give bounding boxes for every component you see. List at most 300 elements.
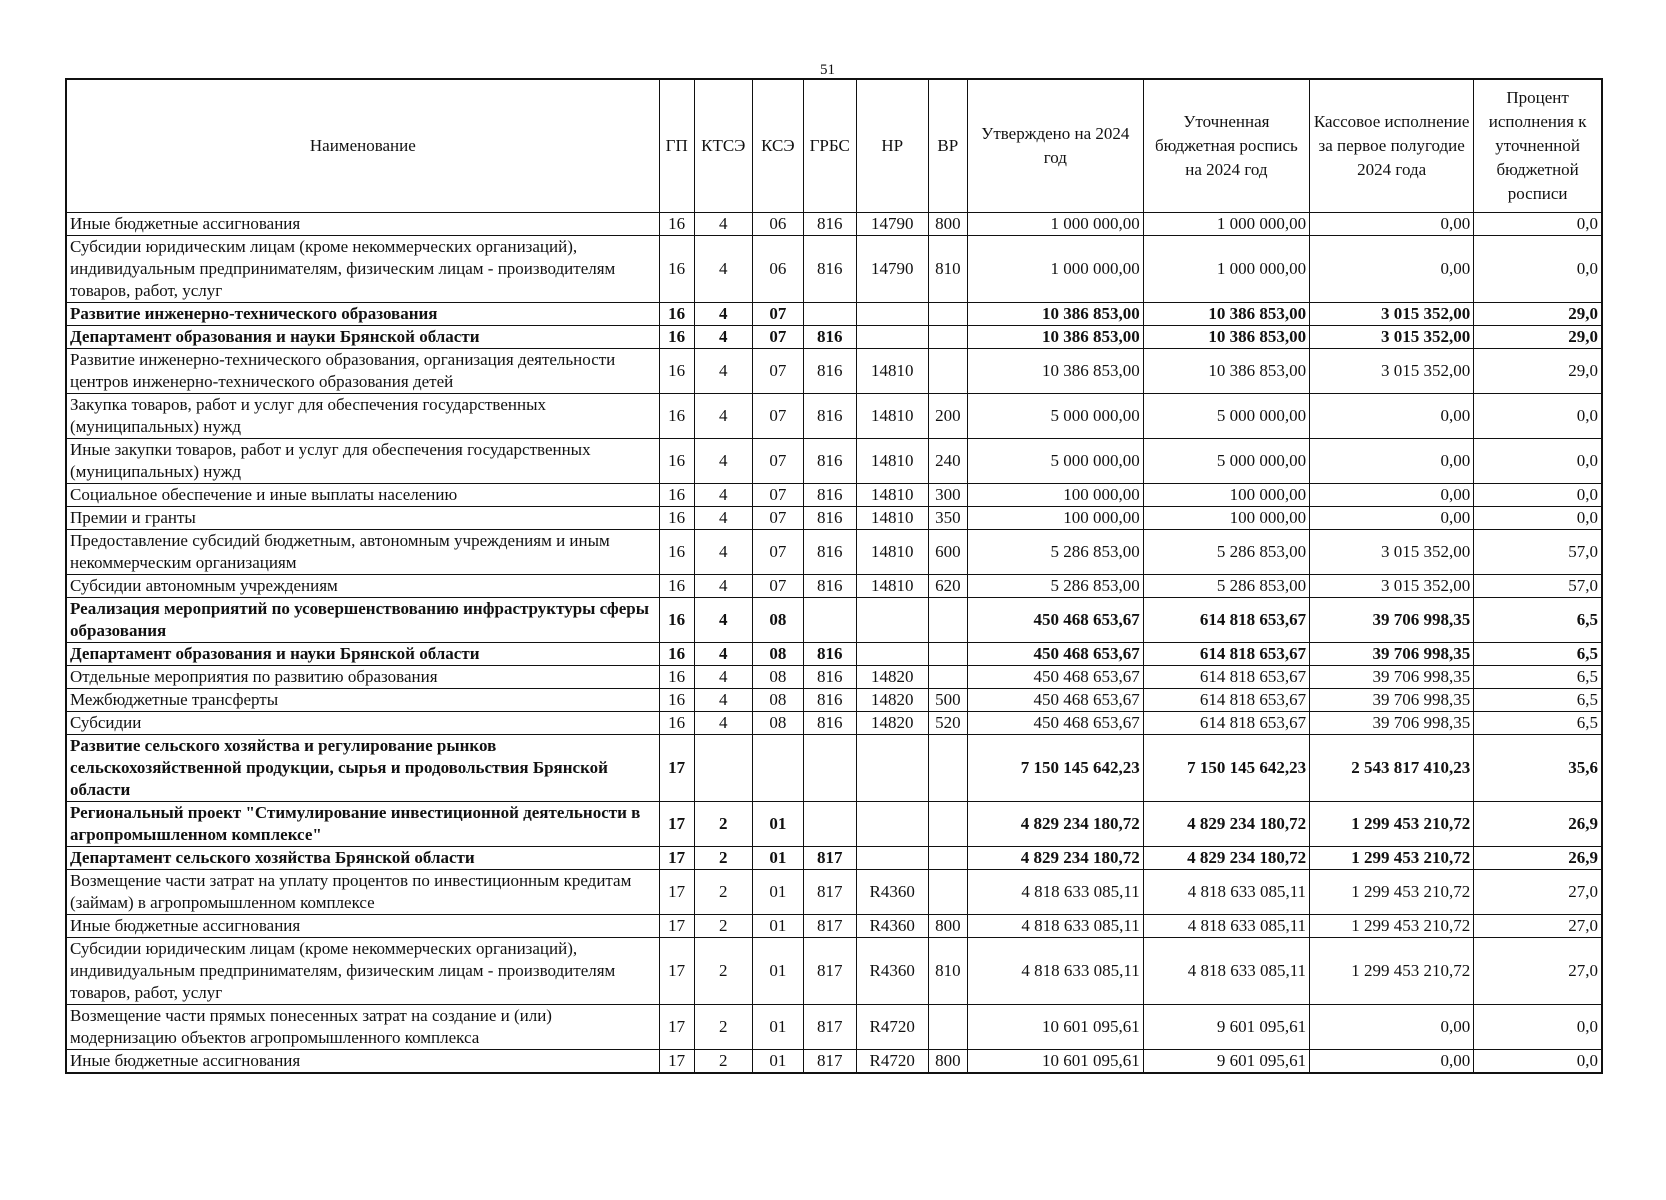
- table-row: [66, 1050, 1602, 1074]
- cell-cash: 1 299 453 210,72: [1310, 870, 1474, 915]
- cell-approved: 100 000,00: [967, 484, 1143, 507]
- cell-gp: 16: [659, 643, 694, 666]
- cell-approved: 1 000 000,00: [967, 213, 1143, 236]
- cell-approved: 10 601 095,61: [967, 1005, 1143, 1050]
- cell-refined: 614 818 653,67: [1143, 689, 1309, 712]
- cell-approved: 450 468 653,67: [967, 666, 1143, 689]
- cell-ktse: 4: [694, 530, 752, 575]
- cell-kse: 08: [752, 598, 803, 643]
- cell-nr: 14790: [856, 213, 928, 236]
- cell-nr: [856, 802, 928, 847]
- cell-gp: 17: [659, 847, 694, 870]
- cell-name: Возмещение части прямых понесенных затрат на создание и (или) модернизацию объектов агропромышленного комплекса: [66, 1005, 659, 1050]
- cell-kse: 01: [752, 802, 803, 847]
- cell-vr: 810: [928, 938, 967, 1005]
- cell-gp: 16: [659, 598, 694, 643]
- header-cash: Кассовое исполнение за первое полугодие 2024 года: [1310, 79, 1474, 213]
- cell-nr: 14820: [856, 689, 928, 712]
- cell-gp: 16: [659, 666, 694, 689]
- cell-percent: 0,0: [1474, 439, 1602, 484]
- cell-percent: 27,0: [1474, 938, 1602, 1005]
- header-name: Наименование: [66, 79, 659, 213]
- cell-nr: 14810: [856, 484, 928, 507]
- header-grbs: ГРБС: [803, 79, 856, 213]
- cell-refined: 4 818 633 085,11: [1143, 938, 1309, 1005]
- cell-nr: 14820: [856, 666, 928, 689]
- cell-kse: 06: [752, 213, 803, 236]
- cell-gp: 16: [659, 303, 694, 326]
- cell-cash: 3 015 352,00: [1310, 575, 1474, 598]
- cell-name: Социальное обеспечение и иные выплаты населению: [66, 484, 659, 507]
- cell-approved: 450 468 653,67: [967, 598, 1143, 643]
- header-percent: Процент исполнения к уточненной бюджетной росписи: [1474, 79, 1602, 213]
- cell-percent: 57,0: [1474, 530, 1602, 575]
- cell-grbs: 816: [803, 666, 856, 689]
- cell-grbs: 817: [803, 870, 856, 915]
- table-row: [66, 1005, 1602, 1050]
- cell-grbs: 816: [803, 213, 856, 236]
- header-gp: ГП: [659, 79, 694, 213]
- table-body: [66, 213, 1602, 1074]
- cell-refined: 5 000 000,00: [1143, 394, 1309, 439]
- cell-cash: 0,00: [1310, 394, 1474, 439]
- cell-vr: [928, 349, 967, 394]
- cell-percent: 6,5: [1474, 643, 1602, 666]
- cell-vr: [928, 1005, 967, 1050]
- cell-gp: 16: [659, 439, 694, 484]
- cell-refined: 4 818 633 085,11: [1143, 870, 1309, 915]
- cell-grbs: 816: [803, 326, 856, 349]
- cell-name: Межбюджетные трансферты: [66, 689, 659, 712]
- cell-grbs: 816: [803, 439, 856, 484]
- cell-grbs: 817: [803, 938, 856, 1005]
- header-refined: Уточненная бюджетная роспись на 2024 год: [1143, 79, 1309, 213]
- cell-gp: 16: [659, 689, 694, 712]
- cell-name: Реализация мероприятий по усовершенствованию инфраструктуры сферы образования: [66, 598, 659, 643]
- cell-ktse: 2: [694, 915, 752, 938]
- cell-gp: 16: [659, 394, 694, 439]
- cell-approved: 10 386 853,00: [967, 303, 1143, 326]
- cell-ktse: 4: [694, 666, 752, 689]
- cell-gp: 17: [659, 735, 694, 802]
- cell-ktse: 2: [694, 802, 752, 847]
- cell-cash: 0,00: [1310, 439, 1474, 484]
- cell-vr: 500: [928, 689, 967, 712]
- cell-kse: 07: [752, 326, 803, 349]
- table-row: [66, 847, 1602, 870]
- cell-cash: 1 299 453 210,72: [1310, 847, 1474, 870]
- cell-grbs: 816: [803, 643, 856, 666]
- cell-ktse: 4: [694, 326, 752, 349]
- cell-grbs: 816: [803, 394, 856, 439]
- cell-ktse: 4: [694, 643, 752, 666]
- cell-grbs: 817: [803, 1005, 856, 1050]
- cell-cash: 2 543 817 410,23: [1310, 735, 1474, 802]
- cell-ktse: 4: [694, 236, 752, 303]
- cell-kse: 08: [752, 666, 803, 689]
- table-row: [66, 575, 1602, 598]
- cell-refined: 100 000,00: [1143, 507, 1309, 530]
- cell-kse: 07: [752, 394, 803, 439]
- cell-ktse: 4: [694, 507, 752, 530]
- cell-ktse: 4: [694, 712, 752, 735]
- cell-kse: 01: [752, 847, 803, 870]
- table-row: [66, 213, 1602, 236]
- cell-nr: 14810: [856, 575, 928, 598]
- cell-refined: 5 000 000,00: [1143, 439, 1309, 484]
- cell-kse: 07: [752, 530, 803, 575]
- table-row: [66, 507, 1602, 530]
- cell-name: Развитие инженерно-технического образования: [66, 303, 659, 326]
- table-row: [66, 666, 1602, 689]
- cell-name: Премии и гранты: [66, 507, 659, 530]
- page-number: 51: [820, 62, 835, 78]
- cell-refined: 614 818 653,67: [1143, 598, 1309, 643]
- cell-grbs: 816: [803, 530, 856, 575]
- cell-vr: 200: [928, 394, 967, 439]
- cell-nr: 14790: [856, 236, 928, 303]
- cell-name: Субсидии автономным учреждениям: [66, 575, 659, 598]
- cell-refined: 614 818 653,67: [1143, 712, 1309, 735]
- cell-kse: [752, 735, 803, 802]
- cell-nr: 14810: [856, 349, 928, 394]
- cell-percent: 29,0: [1474, 326, 1602, 349]
- cell-ktse: 4: [694, 484, 752, 507]
- budget-table: [65, 78, 1603, 1074]
- table-row: [66, 530, 1602, 575]
- cell-name: Департамент образования и науки Брянской области: [66, 326, 659, 349]
- header-approved: Утверждено на 2024 год: [967, 79, 1143, 213]
- cell-refined: 10 386 853,00: [1143, 326, 1309, 349]
- cell-gp: 16: [659, 326, 694, 349]
- cell-grbs: 816: [803, 507, 856, 530]
- cell-approved: 450 468 653,67: [967, 643, 1143, 666]
- cell-percent: 0,0: [1474, 213, 1602, 236]
- table-row: [66, 735, 1602, 802]
- cell-cash: 3 015 352,00: [1310, 530, 1474, 575]
- cell-name: Возмещение части затрат на уплату процентов по инвестиционным кредитам (займам) в агропромышленном комплексе: [66, 870, 659, 915]
- cell-vr: 800: [928, 1050, 967, 1074]
- cell-approved: 100 000,00: [967, 507, 1143, 530]
- cell-approved: 4 829 234 180,72: [967, 802, 1143, 847]
- cell-ktse: 2: [694, 1050, 752, 1074]
- cell-name: Предоставление субсидий бюджетным, автономным учреждениям и иным некоммерческим организациям: [66, 530, 659, 575]
- cell-gp: 17: [659, 938, 694, 1005]
- cell-grbs: 817: [803, 1050, 856, 1074]
- cell-vr: 800: [928, 213, 967, 236]
- cell-kse: 08: [752, 643, 803, 666]
- cell-ktse: 4: [694, 598, 752, 643]
- cell-kse: 07: [752, 439, 803, 484]
- cell-percent: 57,0: [1474, 575, 1602, 598]
- cell-gp: 16: [659, 530, 694, 575]
- cell-name: Иные закупки товаров, работ и услуг для обеспечения государственных (муниципальных) нужд: [66, 439, 659, 484]
- cell-name: Иные бюджетные ассигнования: [66, 213, 659, 236]
- cell-refined: 10 386 853,00: [1143, 303, 1309, 326]
- cell-grbs: [803, 598, 856, 643]
- cell-ktse: 2: [694, 870, 752, 915]
- cell-gp: 17: [659, 1050, 694, 1074]
- cell-vr: [928, 847, 967, 870]
- cell-nr: 14810: [856, 439, 928, 484]
- table-row: [66, 349, 1602, 394]
- cell-vr: [928, 303, 967, 326]
- cell-ktse: 4: [694, 349, 752, 394]
- cell-cash: 1 299 453 210,72: [1310, 802, 1474, 847]
- cell-vr: 800: [928, 915, 967, 938]
- cell-percent: 6,5: [1474, 689, 1602, 712]
- cell-vr: [928, 326, 967, 349]
- cell-ktse: 4: [694, 439, 752, 484]
- cell-vr: [928, 666, 967, 689]
- cell-name: Субсидии юридическим лицам (кроме некоммерческих организаций), индивидуальным предпринимателям, физическим лицам - производителям товаров, работ, услуг: [66, 236, 659, 303]
- cell-kse: 01: [752, 870, 803, 915]
- cell-vr: 810: [928, 236, 967, 303]
- cell-vr: [928, 802, 967, 847]
- cell-ktse: 2: [694, 1005, 752, 1050]
- cell-approved: 10 601 095,61: [967, 1050, 1143, 1074]
- cell-approved: 5 000 000,00: [967, 394, 1143, 439]
- table-row: [66, 236, 1602, 303]
- cell-grbs: 816: [803, 349, 856, 394]
- cell-gp: 17: [659, 802, 694, 847]
- cell-cash: 39 706 998,35: [1310, 598, 1474, 643]
- cell-cash: 3 015 352,00: [1310, 326, 1474, 349]
- cell-nr: [856, 303, 928, 326]
- table-row: [66, 712, 1602, 735]
- cell-gp: 17: [659, 915, 694, 938]
- cell-gp: 16: [659, 236, 694, 303]
- cell-approved: 4 818 633 085,11: [967, 915, 1143, 938]
- cell-refined: 10 386 853,00: [1143, 349, 1309, 394]
- cell-vr: 240: [928, 439, 967, 484]
- cell-percent: 0,0: [1474, 236, 1602, 303]
- cell-kse: 01: [752, 1005, 803, 1050]
- table-row: [66, 303, 1602, 326]
- cell-grbs: 817: [803, 915, 856, 938]
- table-row: [66, 598, 1602, 643]
- cell-percent: 0,0: [1474, 507, 1602, 530]
- cell-kse: 07: [752, 303, 803, 326]
- cell-gp: 17: [659, 870, 694, 915]
- cell-gp: 16: [659, 484, 694, 507]
- cell-name: Субсидии: [66, 712, 659, 735]
- cell-cash: 0,00: [1310, 1005, 1474, 1050]
- cell-kse: 01: [752, 938, 803, 1005]
- cell-ktse: 2: [694, 847, 752, 870]
- cell-name: Субсидии юридическим лицам (кроме некоммерческих организаций), индивидуальным предпринимателям, физическим лицам - производителям товаров, работ, услуг: [66, 938, 659, 1005]
- cell-kse: 07: [752, 349, 803, 394]
- cell-refined: 4 818 633 085,11: [1143, 915, 1309, 938]
- cell-approved: 10 386 853,00: [967, 349, 1143, 394]
- cell-name: Закупка товаров, работ и услуг для обеспечения государственных (муниципальных) нужд: [66, 394, 659, 439]
- cell-percent: 0,0: [1474, 1050, 1602, 1074]
- cell-cash: 0,00: [1310, 507, 1474, 530]
- cell-vr: [928, 643, 967, 666]
- cell-approved: 4 818 633 085,11: [967, 870, 1143, 915]
- cell-cash: 39 706 998,35: [1310, 689, 1474, 712]
- cell-refined: 1 000 000,00: [1143, 213, 1309, 236]
- cell-name: Департамент сельского хозяйства Брянской области: [66, 847, 659, 870]
- cell-percent: 6,5: [1474, 712, 1602, 735]
- cell-ktse: 2: [694, 938, 752, 1005]
- cell-grbs: [803, 303, 856, 326]
- cell-approved: 5 286 853,00: [967, 530, 1143, 575]
- table-row: [66, 802, 1602, 847]
- cell-ktse: 4: [694, 394, 752, 439]
- cell-vr: 350: [928, 507, 967, 530]
- cell-percent: 26,9: [1474, 802, 1602, 847]
- cell-percent: 29,0: [1474, 303, 1602, 326]
- table-row: [66, 870, 1602, 915]
- cell-percent: 35,6: [1474, 735, 1602, 802]
- table-row: [66, 643, 1602, 666]
- cell-refined: 1 000 000,00: [1143, 236, 1309, 303]
- cell-approved: 450 468 653,67: [967, 689, 1143, 712]
- cell-grbs: [803, 802, 856, 847]
- header-ktse: КТСЭ: [694, 79, 752, 213]
- table-row: [66, 915, 1602, 938]
- cell-gp: 16: [659, 712, 694, 735]
- cell-refined: 7 150 145 642,23: [1143, 735, 1309, 802]
- cell-gp: 16: [659, 349, 694, 394]
- cell-gp: 16: [659, 575, 694, 598]
- header-nr: НР: [856, 79, 928, 213]
- cell-gp: 17: [659, 1005, 694, 1050]
- header-vr: ВР: [928, 79, 967, 213]
- cell-approved: 4 818 633 085,11: [967, 938, 1143, 1005]
- cell-nr: [856, 598, 928, 643]
- header-kse: КСЭ: [752, 79, 803, 213]
- cell-grbs: 816: [803, 484, 856, 507]
- cell-grbs: 817: [803, 847, 856, 870]
- cell-nr: 14810: [856, 507, 928, 530]
- cell-nr: R4360: [856, 870, 928, 915]
- cell-nr: 14810: [856, 394, 928, 439]
- cell-name: Региональный проект "Стимулирование инвестиционной деятельности в агропромышленном комплексе": [66, 802, 659, 847]
- cell-name: Иные бюджетные ассигнования: [66, 1050, 659, 1074]
- cell-refined: 9 601 095,61: [1143, 1050, 1309, 1074]
- cell-cash: 1 299 453 210,72: [1310, 915, 1474, 938]
- cell-ktse: 4: [694, 303, 752, 326]
- cell-refined: 4 829 234 180,72: [1143, 847, 1309, 870]
- cell-approved: 10 386 853,00: [967, 326, 1143, 349]
- cell-cash: 0,00: [1310, 236, 1474, 303]
- cell-percent: 27,0: [1474, 915, 1602, 938]
- cell-nr: 14810: [856, 530, 928, 575]
- cell-cash: 0,00: [1310, 484, 1474, 507]
- cell-name: Развитие сельского хозяйства и регулирование рынков сельскохозяйственной продукции, сырья и продовольствия Брянской области: [66, 735, 659, 802]
- table-row: [66, 484, 1602, 507]
- table-row: [66, 439, 1602, 484]
- cell-nr: R4360: [856, 938, 928, 1005]
- cell-vr: 300: [928, 484, 967, 507]
- cell-grbs: 816: [803, 712, 856, 735]
- cell-vr: [928, 735, 967, 802]
- cell-grbs: 816: [803, 575, 856, 598]
- cell-name: Иные бюджетные ассигнования: [66, 915, 659, 938]
- cell-kse: 07: [752, 575, 803, 598]
- cell-cash: 1 299 453 210,72: [1310, 938, 1474, 1005]
- cell-cash: 3 015 352,00: [1310, 303, 1474, 326]
- cell-nr: [856, 643, 928, 666]
- cell-cash: 0,00: [1310, 1050, 1474, 1074]
- cell-cash: 3 015 352,00: [1310, 349, 1474, 394]
- cell-refined: 614 818 653,67: [1143, 666, 1309, 689]
- cell-kse: 07: [752, 484, 803, 507]
- cell-refined: 614 818 653,67: [1143, 643, 1309, 666]
- cell-percent: 6,5: [1474, 666, 1602, 689]
- cell-percent: 0,0: [1474, 394, 1602, 439]
- cell-approved: 5 000 000,00: [967, 439, 1143, 484]
- cell-name: Департамент образования и науки Брянской области: [66, 643, 659, 666]
- cell-percent: 29,0: [1474, 349, 1602, 394]
- cell-percent: 26,9: [1474, 847, 1602, 870]
- cell-percent: 0,0: [1474, 1005, 1602, 1050]
- cell-nr: 14820: [856, 712, 928, 735]
- cell-nr: [856, 326, 928, 349]
- cell-refined: 5 286 853,00: [1143, 575, 1309, 598]
- cell-gp: 16: [659, 213, 694, 236]
- cell-cash: 39 706 998,35: [1310, 666, 1474, 689]
- cell-name: Развитие инженерно-технического образования, организация деятельности центров инженерно-технического образования детей: [66, 349, 659, 394]
- cell-approved: 7 150 145 642,23: [967, 735, 1143, 802]
- cell-refined: 4 829 234 180,72: [1143, 802, 1309, 847]
- cell-percent: 6,5: [1474, 598, 1602, 643]
- cell-grbs: [803, 735, 856, 802]
- cell-cash: 0,00: [1310, 213, 1474, 236]
- cell-kse: 01: [752, 1050, 803, 1074]
- cell-ktse: 4: [694, 213, 752, 236]
- table-row: [66, 938, 1602, 1005]
- cell-refined: 5 286 853,00: [1143, 530, 1309, 575]
- table-row: [66, 394, 1602, 439]
- cell-nr: [856, 847, 928, 870]
- cell-vr: 600: [928, 530, 967, 575]
- cell-vr: [928, 598, 967, 643]
- cell-ktse: 4: [694, 575, 752, 598]
- cell-nr: R4720: [856, 1050, 928, 1074]
- cell-vr: 620: [928, 575, 967, 598]
- cell-kse: 01: [752, 915, 803, 938]
- cell-ktse: 4: [694, 689, 752, 712]
- cell-refined: 100 000,00: [1143, 484, 1309, 507]
- header-row: [66, 79, 1602, 213]
- cell-vr: [928, 870, 967, 915]
- cell-kse: 08: [752, 712, 803, 735]
- cell-gp: 16: [659, 507, 694, 530]
- cell-name: Отдельные мероприятия по развитию образования: [66, 666, 659, 689]
- cell-ktse: [694, 735, 752, 802]
- cell-approved: 4 829 234 180,72: [967, 847, 1143, 870]
- cell-approved: 450 468 653,67: [967, 712, 1143, 735]
- table-row: [66, 689, 1602, 712]
- cell-kse: 07: [752, 507, 803, 530]
- cell-approved: 1 000 000,00: [967, 236, 1143, 303]
- cell-nr: [856, 735, 928, 802]
- cell-kse: 06: [752, 236, 803, 303]
- cell-grbs: 816: [803, 689, 856, 712]
- cell-percent: 0,0: [1474, 484, 1602, 507]
- cell-cash: 39 706 998,35: [1310, 712, 1474, 735]
- cell-nr: R4360: [856, 915, 928, 938]
- cell-approved: 5 286 853,00: [967, 575, 1143, 598]
- cell-refined: 9 601 095,61: [1143, 1005, 1309, 1050]
- cell-vr: 520: [928, 712, 967, 735]
- cell-kse: 08: [752, 689, 803, 712]
- table-row: [66, 326, 1602, 349]
- cell-grbs: 816: [803, 236, 856, 303]
